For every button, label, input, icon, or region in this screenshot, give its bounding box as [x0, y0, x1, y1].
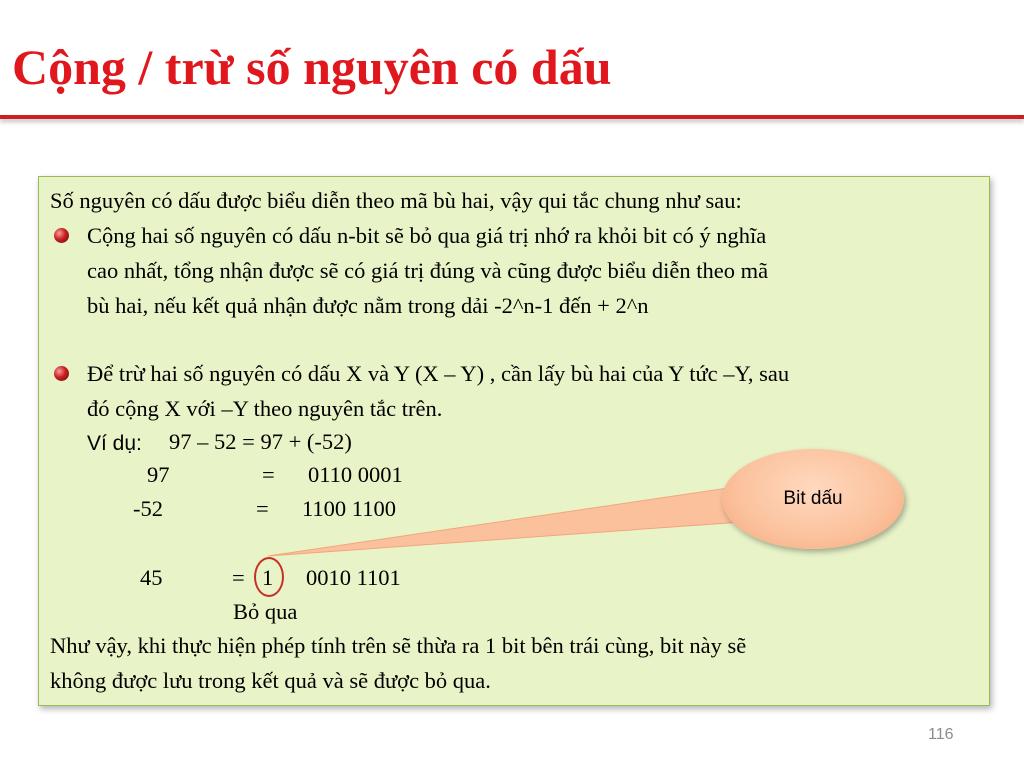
bullet1-line1: Cộng hai số nguyên có dấu n-bit sẽ bỏ qua giá trị nhớ ra khỏi bit có ý nghĩa	[87, 223, 767, 248]
row1-number: 97	[147, 462, 170, 487]
bullet2-line1: Để trừ hai số nguyên có dấu X và Y (X – Y) , cần lấy bù hai của Y tức –Y, sau	[87, 361, 790, 386]
ignore-label: Bỏ qua	[233, 599, 298, 624]
row2-number: -52	[133, 496, 163, 521]
callout-text: Bit dấu	[783, 488, 843, 509]
page-number: 116	[928, 726, 954, 743]
carry-bit: 1	[262, 565, 274, 590]
slide-title: Cộng / trừ số nguyên có dấu	[12, 39, 612, 95]
row3-number: 45	[140, 565, 163, 590]
row3-binary: 0010 1101	[306, 565, 401, 590]
bullet1-line3: bù hai, nếu kết quả nhận được nằm trong dải -2^n-1 đến + 2^n	[87, 293, 649, 318]
row1-binary: 0110 0001	[308, 462, 403, 487]
row2-equals: =	[256, 496, 269, 521]
row1-equals: =	[262, 462, 275, 487]
example-expression: 97 – 52 = 97 + (-52)	[169, 429, 352, 454]
example-label: Ví dụ:	[87, 432, 142, 455]
conclusion-line1: Như vậy, khi thực hiện phép tính trên sẽ thừa ra 1 bit bên trái cùng, bit này sẽ	[50, 633, 747, 658]
row3-equals: =	[232, 565, 245, 590]
bullet2-line2: đó cộng X với –Y theo nguyên tắc trên.	[87, 396, 443, 421]
conclusion-line2: không được lưu trong kết quả và sẽ được bỏ qua.	[50, 668, 491, 693]
row2-binary: 1100 1100	[302, 496, 396, 521]
bullet1-line2: cao nhất, tổng nhận được sẽ có giá trị đúng và cũng được biểu diễn theo mã	[87, 258, 769, 283]
intro-text: Số nguyên có dấu được biểu diễn theo mã bù hai, vậy qui tắc chung như sau:	[50, 188, 742, 213]
